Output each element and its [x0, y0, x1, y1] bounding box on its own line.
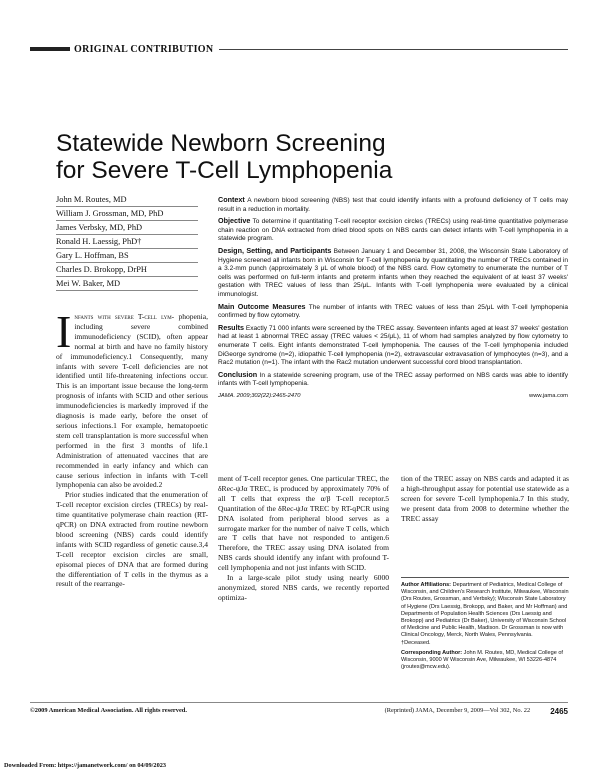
author: Charles D. Brokopp, DrPH	[56, 263, 198, 277]
author-list	[56, 193, 198, 291]
abstract-heading: Main Outcome Measures	[218, 301, 306, 311]
corresponding-author	[401, 650, 569, 672]
citation: JAMA. 2009;302(22):2465-2470	[218, 392, 301, 399]
page-footer	[30, 702, 568, 716]
abstract-results	[218, 324, 568, 368]
drop-cap: I	[56, 306, 72, 357]
author-affiliations	[401, 577, 569, 674]
citation-line	[218, 392, 568, 401]
abstract-text: In a statewide screening program, use of the TREC assay performed on NBS cards was able to identify infants with T-cell lymphopenia.	[218, 371, 568, 388]
author: James Verbsky, MD, PhD	[56, 221, 198, 235]
abstract-objective	[218, 217, 568, 244]
paragraph-text: phopenia, including severe combined immunodeficiency (SCID), often appear normal at birth and have no family history of immunodeficiency.1 Consequently, many infants with severe T-cell deficiencies are not identified until life-threatening infections occur. This is an important issue because the long-term prognosis of infants with SCID and other serious immunodeficiencies is markedly improved if the diagnosis is made early, before the onset of serious infections.1 For example, hematopoetic stem cell transplantation is more successful when performed in the first 3 months of life.1 Administration of attenuated vaccines that are recommended in early infancy and which can cause serious infection in infants with T-cell lymphopenia can also be avoided.2	[56, 312, 208, 490]
corresponding-heading: Corresponding Author:	[401, 649, 463, 656]
author: John M. Routes, MD	[56, 193, 198, 207]
section-label: ORIGINAL CONTRIBUTION	[74, 43, 214, 55]
page-number: 2465	[550, 707, 568, 716]
abstract-heading: Design, Setting, and Participants	[218, 245, 332, 255]
section-rule	[219, 49, 568, 50]
abstract-text: The number of infants with TREC values of less than 25/μL with T-cell lymphopenia confirmed by flow cytometry.	[218, 303, 568, 320]
author: Mei W. Baker, MD	[56, 277, 198, 291]
body-column-2	[218, 474, 389, 603]
download-notice: Downloaded From: https://jamanetwork.com/ on 04/09/2023	[4, 762, 167, 769]
section-header	[30, 44, 568, 54]
author: Gary L. Hoffman, BS	[56, 249, 198, 263]
footer-right	[385, 707, 568, 716]
title-line-1: Statewide Newborn Screening	[56, 130, 386, 157]
body-paragraph: In a large-scale pilot study using nearly 6000 anonymized, stored NBS cards, we recently reported optimiza-	[218, 573, 389, 602]
body-paragraph: tion of the TREC assay on NBS cards and adapted it as a high-throughput assay for potential use statewide as a screen for severe T-cell lymphopenia.7 In this study, we present data from 2008 to determine whether the TREC assay	[401, 474, 569, 523]
lead-in: nfants with severe T-cell lym-	[74, 312, 175, 321]
author: William J. Grossman, MD, PhD	[56, 207, 198, 221]
abstract-text: Exactly 71 000 infants were screened by the TREC assay. Seventeen infants aged at least 37 weeks' gestation had at least 1 abnormal TREC assay (TREC values < 25/μL), 11 of whom had samples analyzed by flow cytometry to enumerate T cells. Eight infants demonstrated T-cell lymphopenia. The causes of the T-cell lymphopenia included DiGeorge syndrome (n=2), idiopathic T-cell lymphopenia (n=2), extravascular extravasation of lymphocytes (n=3), and a Rac2 mutation (n=1). The infant with the Rac2 mutation underwent successful cord blood transplantation.	[218, 324, 569, 367]
deceased-note: †Deceased.	[401, 639, 431, 646]
body-paragraph: ment of T-cell receptor genes. One particular TREC, the δRec-ψJα TREC, is produced by approximately 70% of all T cells that express the α/β T-cell receptor.5 Quantitation of the δRec-ψJα TREC by RT-qPCR using DNA isolated from peripheral blood serves as a surrogate marker for the number of naive T cells, which are T cells that have not responded to antigen.6 Therefore, the TREC assay using DNA isolated from NBS cards should identify any infant with profound T-cell lymphopenia and not just infants with SCID.	[218, 474, 389, 573]
reprint-info: (Reprinted) JAMA, December 9, 2009—Vol 302, No. 22	[384, 707, 531, 714]
abstract-heading: Conclusion	[218, 369, 258, 379]
abstract-conclusion	[218, 371, 568, 389]
copyright: ©2009 American Medical Association. All rights reserved.	[30, 707, 187, 714]
section-bar	[30, 47, 70, 51]
body-column-3	[401, 474, 569, 524]
article-title	[56, 130, 556, 184]
abstract-text: To determine if quantitating T-cell receptor excision circles (TRECs) using real-time quantitative polymerase chain reaction on DNA extracted from dried blood spots on NBS cards can detect infants with T-cell lymphopenia in a statewide program.	[218, 218, 568, 243]
abstract-text: Between January 1 and December 31, 2008, the Wisconsin State Laboratory of Hygiene screened all infants born in Wisconsin for T-cell lymphopenia by quantitating the number of TRECs contained in a 3.2-mm punch (approximately 3 μL of whole blood) of the NBS card. Flow cytometry to enumerate the number of T cells was performed on full-term infants and preterm infants when they reached the equivalent of at least 37 weeks' gestation with TREC values of less than 25/μL. Infants with T-cell lymphopenia were evaluated by a clinical immunologist.	[218, 247, 568, 298]
abstract-heading: Objective	[218, 216, 251, 226]
body-column-1	[56, 306, 208, 589]
abstract-outcome	[218, 303, 568, 321]
abstract-text: A newborn blood screening (NBS) test that could identify infants with a profound deficiency of T cells may result in a reduction in mortality.	[218, 197, 568, 213]
body-paragraph	[56, 306, 208, 490]
affiliations-text: Department of Pediatrics, Medical College of Wisconsin, and Children's Research Institute, Milwaukee, Wisconsin (Drs Routes, Grossman, and Verbsky); Wisconsin State Laboratory of Hygiene (Drs Laessig, Brokopp, and Baker, and Mr Hoffman) and Departments of Population Health Sciences (Drs Laessig and Brokopp) and Pediatrics (Dr Baker), University of Wisconsin School of Medicine and Public Health, Madison. Dr Grossman is now with Clinical Oncology, Merck, North Wales, Pennsylvania.	[401, 582, 569, 639]
affiliations-paragraph	[401, 582, 569, 647]
title-line-2: for Severe T-Cell Lymphopenia	[56, 157, 393, 184]
corresponding-text: John M. Routes, MD, Medical College of Wisconsin, 9000 W Wisconsin Ave, Milwaukee, WI 53226-4874 (jroutes@mcw.edu).	[401, 649, 563, 671]
affiliations-heading: Author Affiliations:	[401, 582, 452, 588]
abstract-design	[218, 247, 568, 300]
abstract-context	[218, 196, 568, 214]
body-paragraph: Prior studies indicated that the enumeration of T-cell receptor excision circles (TRECs) by real-time quantitative polymerase chain reaction (RT-qPCR) on DNA extracted from routine newborn blood screening (NBS) cards could identify infants with SCID regardless of genetic cause.3,4 T-cell receptor excision circles are small, episomal pieces of DNA that are formed during the differentiation of T cells in the thymus as a result of the rearrange-	[56, 490, 208, 589]
abstract	[218, 196, 568, 400]
abstract-heading: Context	[218, 195, 245, 204]
author: Ronald H. Laessig, PhD†	[56, 235, 198, 249]
journal-url[interactable]: www.jama.com	[529, 392, 568, 399]
abstract-heading: Results	[218, 322, 244, 332]
